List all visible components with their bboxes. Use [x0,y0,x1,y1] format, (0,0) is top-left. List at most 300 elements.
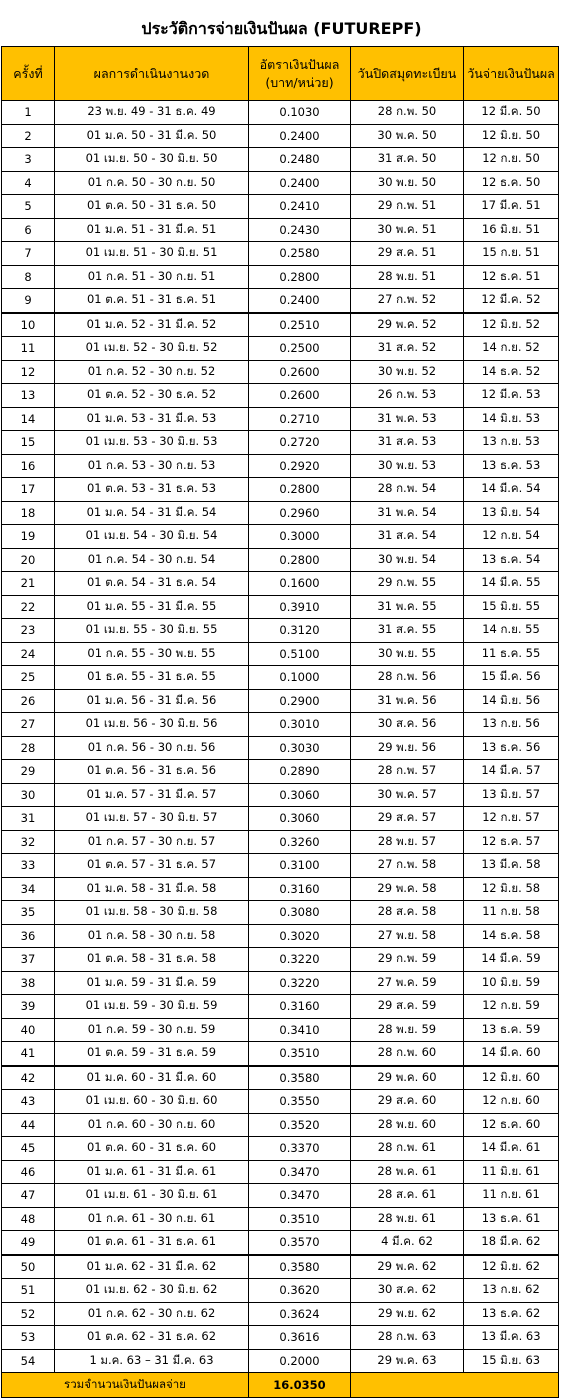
table-row [2,995,559,1019]
cell-no: 39 [2,995,55,1019]
cell-book-close: 30 พ.ย. 55 [351,642,464,666]
cell-book-close: 31 ส.ค. 54 [351,525,464,549]
cell-book-close: 30 พ.ค. 51 [351,218,464,242]
cell-pay-date: 13 ก.ย. 62 [464,1279,559,1303]
cell-rate: 0.2600 [249,384,351,408]
cell-book-close: 28 ส.ค. 61 [351,1184,464,1208]
cell-pay-date: 16 มิ.ย. 51 [464,218,559,242]
cell-period: 01 ม.ค. 60 - 31 มี.ค. 60 [55,1066,249,1090]
cell-pay-date: 13 มิ.ย. 57 [464,783,559,807]
cell-no: 42 [2,1066,55,1090]
cell-book-close: 29 พ.ค. 58 [351,877,464,901]
table-row [2,431,559,455]
cell-period: 01 ต.ค. 50 - 31 ธ.ค. 50 [55,195,249,219]
cell-no: 20 [2,548,55,572]
cell-pay-date: 14 ก.ย. 52 [464,337,559,361]
table-row [2,1137,559,1161]
cell-no: 33 [2,854,55,878]
cell-period: 01 ก.ค. 55 - 30 พ.ย. 55 [55,642,249,666]
cell-no: 22 [2,595,55,619]
cell-pay-date: 11 ก.ย. 61 [464,1184,559,1208]
cell-rate: 0.3510 [249,1207,351,1231]
table-row [2,289,559,313]
cell-rate: 0.3510 [249,1042,351,1066]
cell-book-close: 29 ส.ค. 57 [351,807,464,831]
cell-pay-date: 13 ธ.ค. 56 [464,736,559,760]
cell-pay-date: 14 มี.ค. 57 [464,760,559,784]
cell-period: 01 เม.ย. 53 - 30 มิ.ย. 53 [55,431,249,455]
cell-period: 01 เม.ย. 56 - 30 มิ.ย. 56 [55,713,249,737]
table-row [2,1090,559,1114]
header-book-close: วันปิดสมุดทะเบียน [351,47,464,101]
cell-pay-date: 12 ก.ย. 54 [464,525,559,549]
table-row [2,360,559,384]
cell-pay-date: 14 มี.ค. 54 [464,478,559,502]
cell-period: 01 ม.ค. 51 - 31 มี.ค. 51 [55,218,249,242]
cell-period: 01 ม.ค. 54 - 31 มี.ค. 54 [55,501,249,525]
cell-pay-date: 12 ก.ย. 57 [464,807,559,831]
table-row [2,595,559,619]
cell-period: 01 ต.ค. 59 - 31 ธ.ค. 59 [55,1042,249,1066]
cell-rate: 0.3080 [249,901,351,925]
cell-period: 01 ม.ค. 58 - 31 มี.ค. 58 [55,877,249,901]
cell-rate: 0.3370 [249,1137,351,1161]
cell-pay-date: 12 ก.ย. 59 [464,995,559,1019]
cell-rate: 0.3624 [249,1302,351,1326]
cell-book-close: 28 พ.ย. 59 [351,1018,464,1042]
cell-pay-date: 13 มิ.ย. 54 [464,501,559,525]
cell-book-close: 28 ก.พ. 61 [351,1137,464,1161]
table-row [2,148,559,172]
cell-rate: 0.2920 [249,454,351,478]
cell-pay-date: 17 มี.ค. 51 [464,195,559,219]
cell-rate: 0.2890 [249,760,351,784]
cell-book-close: 29 พ.ย. 62 [351,1302,464,1326]
cell-period: 01 ก.ค. 60 - 30 ก.ย. 60 [55,1113,249,1137]
table-row [2,1042,559,1066]
table-body [2,101,559,1373]
cell-pay-date: 15 มี.ค. 56 [464,666,559,690]
cell-book-close: 30 พ.ย. 53 [351,454,464,478]
table-row [2,313,559,337]
cell-pay-date: 12 ก.ย. 60 [464,1090,559,1114]
cell-pay-date: 13 มี.ค. 63 [464,1326,559,1350]
cell-book-close: 28 ก.พ. 63 [351,1326,464,1350]
cell-period: 01 ก.ค. 53 - 30 ก.ย. 53 [55,454,249,478]
cell-pay-date: 14 มี.ค. 59 [464,948,559,972]
cell-no: 53 [2,1326,55,1350]
cell-rate: 0.3580 [249,1255,351,1279]
cell-book-close: 31 พ.ค. 56 [351,689,464,713]
cell-period: 01 ต.ค. 60 - 31 ธ.ค. 60 [55,1137,249,1161]
cell-rate: 0.2430 [249,218,351,242]
cell-period: 01 ม.ค. 50 - 31 มี.ค. 50 [55,124,249,148]
cell-rate: 0.3470 [249,1184,351,1208]
dividend-history-table [1,46,559,1398]
cell-period: 01 ก.ค. 58 - 30 ก.ย. 58 [55,924,249,948]
cell-no: 50 [2,1255,55,1279]
cell-no: 12 [2,360,55,384]
table-row [2,548,559,572]
cell-book-close: 28 ก.พ. 54 [351,478,464,502]
cell-book-close: 29 ส.ค. 51 [351,242,464,266]
cell-period: 01 ก.ค. 51 - 30 ก.ย. 51 [55,265,249,289]
cell-book-close: 31 ส.ค. 55 [351,619,464,643]
cell-no: 24 [2,642,55,666]
cell-book-close: 29 พ.ค. 63 [351,1349,464,1373]
cell-period: 01 ธ.ค. 55 - 31 ธ.ค. 55 [55,666,249,690]
cell-period: 01 ต.ค. 52 - 30 ธ.ค. 52 [55,384,249,408]
cell-period: 01 ต.ค. 58 - 31 ธ.ค. 58 [55,948,249,972]
cell-no: 2 [2,124,55,148]
cell-rate: 0.2600 [249,360,351,384]
cell-period: 01 ต.ค. 56 - 31 ธ.ค. 56 [55,760,249,784]
cell-no: 16 [2,454,55,478]
table-row [2,971,559,995]
cell-no: 45 [2,1137,55,1161]
table-row [2,1326,559,1350]
table-row [2,1018,559,1042]
cell-pay-date: 14 ธ.ค. 52 [464,360,559,384]
cell-book-close: 29 พ.ย. 56 [351,736,464,760]
cell-no: 13 [2,384,55,408]
cell-rate: 0.2800 [249,478,351,502]
table-row [2,901,559,925]
cell-no: 36 [2,924,55,948]
cell-rate: 0.3580 [249,1066,351,1090]
header-no: ครั้งที่ [2,47,55,101]
cell-book-close: 29 พ.ค. 52 [351,313,464,337]
cell-rate: 0.2480 [249,148,351,172]
cell-period: 01 เม.ย. 59 - 30 มิ.ย. 59 [55,995,249,1019]
cell-rate: 0.2580 [249,242,351,266]
table-row [2,689,559,713]
table-row [2,1255,559,1279]
table-row [2,337,559,361]
cell-pay-date: 12 ธ.ค. 57 [464,830,559,854]
cell-pay-date: 13 ก.ย. 56 [464,713,559,737]
cell-book-close: 27 ก.พ. 52 [351,289,464,313]
header-pay-date: วันจ่ายเงินปันผล [464,47,559,101]
cell-rate: 0.3160 [249,877,351,901]
cell-rate: 0.3220 [249,971,351,995]
table-row [2,124,559,148]
table-row [2,1349,559,1373]
table-row [2,525,559,549]
cell-period: 01 ต.ค. 62 - 31 ธ.ค. 62 [55,1326,249,1350]
cell-book-close: 31 ส.ค. 50 [351,148,464,172]
cell-rate: 0.3030 [249,736,351,760]
cell-pay-date: 13 ธ.ค. 62 [464,1302,559,1326]
table-header-row [2,47,559,101]
cell-no: 30 [2,783,55,807]
cell-book-close: 27 พ.ค. 59 [351,971,464,995]
cell-pay-date: 15 มิ.ย. 55 [464,595,559,619]
cell-pay-date: 12 ธ.ค. 51 [464,265,559,289]
cell-period: 01 ก.ค. 56 - 30 ก.ย. 56 [55,736,249,760]
header-rate: อัตราเงินปันผล (บาท/หน่วย) [249,47,351,101]
cell-no: 44 [2,1113,55,1137]
cell-rate: 0.1030 [249,101,351,125]
table-row [2,642,559,666]
cell-pay-date: 14 มี.ค. 55 [464,572,559,596]
cell-pay-date: 11 มิ.ย. 61 [464,1160,559,1184]
cell-pay-date: 18 มี.ค. 62 [464,1231,559,1255]
table-row [2,619,559,643]
cell-book-close: 30 พ.ย. 54 [351,548,464,572]
cell-no: 48 [2,1207,55,1231]
table-row [2,877,559,901]
cell-no: 52 [2,1302,55,1326]
cell-no: 51 [2,1279,55,1303]
cell-period: 01 เม.ย. 50 - 30 มิ.ย. 50 [55,148,249,172]
table-row [2,1113,559,1137]
cell-book-close: 31 ส.ค. 53 [351,431,464,455]
cell-rate: 0.2410 [249,195,351,219]
cell-period: 01 ต.ค. 53 - 31 ธ.ค. 53 [55,478,249,502]
table-row [2,1160,559,1184]
cell-pay-date: 12 ธ.ค. 50 [464,171,559,195]
cell-book-close: 28 พ.ค. 61 [351,1160,464,1184]
table-row [2,666,559,690]
cell-period: 01 เม.ย. 55 - 30 มิ.ย. 55 [55,619,249,643]
cell-rate: 0.5100 [249,642,351,666]
cell-no: 31 [2,807,55,831]
cell-pay-date: 14 ธ.ค. 58 [464,924,559,948]
cell-no: 43 [2,1090,55,1114]
cell-rate: 0.3410 [249,1018,351,1042]
cell-pay-date: 15 ก.ย. 51 [464,242,559,266]
cell-no: 15 [2,431,55,455]
cell-no: 3 [2,148,55,172]
cell-rate: 0.2800 [249,265,351,289]
table-row [2,1184,559,1208]
cell-period: 01 เม.ย. 61 - 30 มิ.ย. 61 [55,1184,249,1208]
table-row [2,1231,559,1255]
cell-rate: 0.3470 [249,1160,351,1184]
cell-period: 01 ต.ค. 57 - 31 ธ.ค. 57 [55,854,249,878]
table-row [2,1279,559,1303]
cell-book-close: 29 ส.ค. 59 [351,995,464,1019]
cell-period: 01 เม.ย. 57 - 30 มิ.ย. 57 [55,807,249,831]
cell-no: 29 [2,760,55,784]
cell-period: 01 ต.ค. 51 - 31 ธ.ค. 51 [55,289,249,313]
cell-book-close: 28 ก.พ. 56 [351,666,464,690]
cell-rate: 0.2900 [249,689,351,713]
cell-period: 1 ม.ค. 63 – 31 มี.ค. 63 [55,1349,249,1373]
cell-no: 41 [2,1042,55,1066]
cell-rate: 0.3260 [249,830,351,854]
cell-period: 01 ก.ค. 54 - 30 ก.ย. 54 [55,548,249,572]
table-row [2,736,559,760]
cell-pay-date: 12 มี.ค. 50 [464,101,559,125]
cell-no: 54 [2,1349,55,1373]
table-row [2,783,559,807]
cell-rate: 0.2000 [249,1349,351,1373]
cell-no: 27 [2,713,55,737]
cell-book-close: 31 พ.ค. 54 [351,501,464,525]
table-row [2,713,559,737]
cell-rate: 0.1600 [249,572,351,596]
cell-no: 47 [2,1184,55,1208]
table-row [2,454,559,478]
cell-rate: 0.2500 [249,337,351,361]
cell-pay-date: 13 ธ.ค. 53 [464,454,559,478]
table-row [2,242,559,266]
cell-pay-date: 12 ก.ย. 50 [464,148,559,172]
cell-pay-date: 11 ธ.ค. 55 [464,642,559,666]
cell-no: 37 [2,948,55,972]
table-row [2,572,559,596]
cell-no: 23 [2,619,55,643]
cell-book-close: 28 พ.ย. 60 [351,1113,464,1137]
table-row [2,854,559,878]
cell-no: 49 [2,1231,55,1255]
cell-no: 21 [2,572,55,596]
cell-period: 01 เม.ย. 62 - 30 มิ.ย. 62 [55,1279,249,1303]
cell-book-close: 30 พ.ย. 50 [351,171,464,195]
cell-book-close: 27 พ.ย. 58 [351,924,464,948]
cell-period: 01 ม.ค. 62 - 31 มี.ค. 62 [55,1255,249,1279]
cell-book-close: 28 พ.ย. 51 [351,265,464,289]
cell-no: 18 [2,501,55,525]
cell-period: 01 เม.ย. 54 - 30 มิ.ย. 54 [55,525,249,549]
cell-rate: 0.3620 [249,1279,351,1303]
cell-rate: 0.3520 [249,1113,351,1137]
cell-no: 19 [2,525,55,549]
cell-period: 01 ต.ค. 61 - 31 ธ.ค. 61 [55,1231,249,1255]
cell-no: 25 [2,666,55,690]
cell-book-close: 26 ก.พ. 53 [351,384,464,408]
cell-book-close: 31 พ.ค. 55 [351,595,464,619]
cell-rate: 0.2720 [249,431,351,455]
cell-pay-date: 13 มี.ค. 58 [464,854,559,878]
total-row [2,1373,559,1398]
cell-rate: 0.1000 [249,666,351,690]
cell-pay-date: 12 มี.ค. 53 [464,384,559,408]
cell-book-close: 29 ก.พ. 55 [351,572,464,596]
cell-no: 32 [2,830,55,854]
cell-pay-date: 12 มิ.ย. 52 [464,313,559,337]
cell-pay-date: 12 มิ.ย. 60 [464,1066,559,1090]
cell-book-close: 4 มี.ค. 62 [351,1231,464,1255]
table-row [2,407,559,431]
cell-no: 11 [2,337,55,361]
cell-book-close: 28 ก.พ. 57 [351,760,464,784]
cell-no: 14 [2,407,55,431]
cell-period: 01 ก.ค. 52 - 30 ก.ย. 52 [55,360,249,384]
cell-period: 01 ก.ค. 59 - 30 ก.ย. 59 [55,1018,249,1042]
table-row [2,101,559,125]
cell-no: 4 [2,171,55,195]
cell-rate: 0.3000 [249,525,351,549]
cell-rate: 0.2960 [249,501,351,525]
cell-rate: 0.3616 [249,1326,351,1350]
cell-rate: 0.2800 [249,548,351,572]
cell-period: 01 ก.ค. 61 - 30 ก.ย. 61 [55,1207,249,1231]
cell-rate: 0.2400 [249,124,351,148]
table-row [2,1302,559,1326]
cell-period: 01 ต.ค. 54 - 31 ธ.ค. 54 [55,572,249,596]
table-row [2,760,559,784]
cell-period: 01 เม.ย. 51 - 30 มิ.ย. 51 [55,242,249,266]
cell-no: 5 [2,195,55,219]
cell-no: 28 [2,736,55,760]
cell-rate: 0.2400 [249,289,351,313]
cell-pay-date: 12 ธ.ค. 60 [464,1113,559,1137]
table-row [2,830,559,854]
cell-period: 01 ม.ค. 57 - 31 มี.ค. 57 [55,783,249,807]
cell-no: 1 [2,101,55,125]
cell-pay-date: 14 มิ.ย. 56 [464,689,559,713]
cell-book-close: 27 ก.พ. 58 [351,854,464,878]
cell-no: 7 [2,242,55,266]
cell-period: 01 ม.ค. 55 - 31 มี.ค. 55 [55,595,249,619]
cell-no: 9 [2,289,55,313]
cell-book-close: 31 พ.ค. 53 [351,407,464,431]
cell-book-close: 29 พ.ค. 60 [351,1066,464,1090]
cell-rate: 0.2710 [249,407,351,431]
cell-book-close: 29 ก.พ. 51 [351,195,464,219]
table-row [2,948,559,972]
cell-period: 01 ก.ค. 50 - 30 ก.ย. 50 [55,171,249,195]
cell-pay-date: 14 มี.ค. 60 [464,1042,559,1066]
cell-no: 10 [2,313,55,337]
cell-pay-date: 13 ธ.ค. 54 [464,548,559,572]
cell-book-close: 30 ส.ค. 62 [351,1279,464,1303]
table-row [2,265,559,289]
cell-pay-date: 14 มี.ค. 61 [464,1137,559,1161]
cell-period: 01 เม.ย. 60 - 30 มิ.ย. 60 [55,1090,249,1114]
cell-rate: 0.3570 [249,1231,351,1255]
cell-pay-date: 10 มิ.ย. 59 [464,971,559,995]
cell-book-close: 28 ส.ค. 58 [351,901,464,925]
cell-book-close: 28 ก.พ. 60 [351,1042,464,1066]
cell-no: 8 [2,265,55,289]
cell-rate: 0.3220 [249,948,351,972]
cell-no: 38 [2,971,55,995]
cell-rate: 0.3060 [249,807,351,831]
table-row [2,478,559,502]
total-blank [351,1373,559,1398]
cell-book-close: 30 พ.ค. 57 [351,783,464,807]
cell-no: 17 [2,478,55,502]
cell-rate: 0.3060 [249,783,351,807]
cell-pay-date: 13 ก.ย. 53 [464,431,559,455]
cell-rate: 0.3020 [249,924,351,948]
cell-book-close: 30 พ.ค. 50 [351,124,464,148]
cell-book-close: 30 ส.ค. 56 [351,713,464,737]
cell-pay-date: 13 ธ.ค. 59 [464,1018,559,1042]
total-label: รวมจำนวนเงินปันผลจ่าย [2,1373,249,1398]
cell-period: 01 ก.ค. 62 - 30 ก.ย. 62 [55,1302,249,1326]
table-row [2,924,559,948]
page-title: ประวัติการจ่ายเงินปันผล (FUTUREPF) [141,19,422,38]
cell-no: 26 [2,689,55,713]
cell-pay-date: 11 ก.ย. 58 [464,901,559,925]
table-row [2,1066,559,1090]
cell-period: 01 ม.ค. 52 - 31 มี.ค. 52 [55,313,249,337]
cell-book-close: 28 พ.ย. 61 [351,1207,464,1231]
cell-rate: 0.3910 [249,595,351,619]
header-period: ผลการดำเนินงานงวด [55,47,249,101]
cell-rate: 0.3100 [249,854,351,878]
cell-pay-date: 13 ธ.ค. 61 [464,1207,559,1231]
cell-rate: 0.3120 [249,619,351,643]
table-row [2,218,559,242]
cell-no: 34 [2,877,55,901]
cell-pay-date: 12 มิ.ย. 58 [464,877,559,901]
